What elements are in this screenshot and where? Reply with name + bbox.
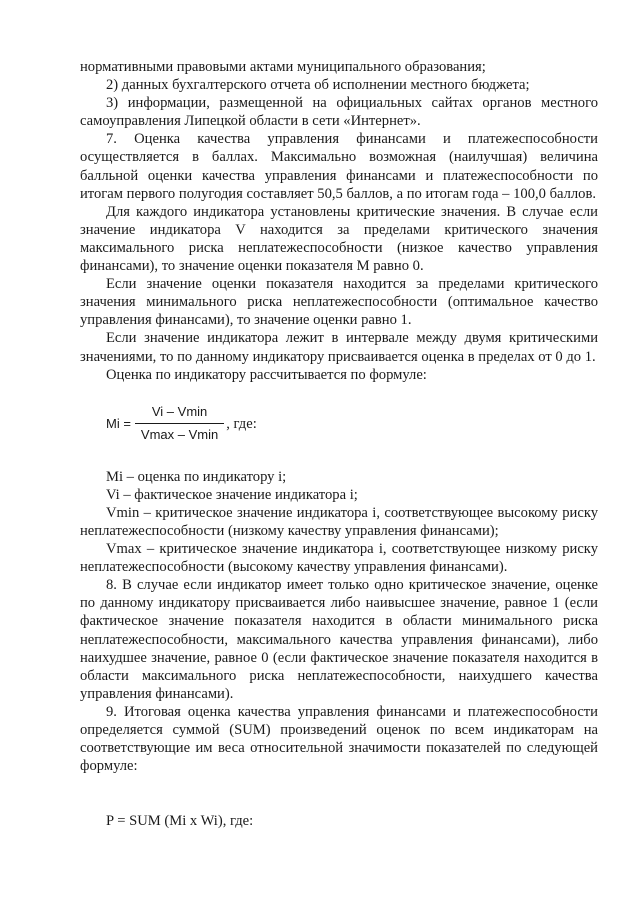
paragraph-min-risk: Если значение оценки показателя находится за пределами критического значения минимального риска неплатежеспособности (оптимальное качество управления финансами), то значение оценки равно 1. xyxy=(80,276,598,329)
formula-p: P = SUM (Mi x Wi), где: xyxy=(106,812,254,829)
formula-numerator: Vi – Vmin xyxy=(151,404,208,420)
paragraph-continuation: нормативными правовыми актами муниципального образования; xyxy=(80,59,486,75)
paragraph-critical-values: Для каждого индикатора установлены критические значения. В случае если значение индикатора V находится за пределами критического значения максимального риска неплатежеспособности (низкое качество управления финансами), то значение оценки показателя М равно 0. xyxy=(80,203,598,275)
definition-vmax: Vmax – критическое значение индикатора i, соответствующее низкому риску неплатежеспособности (высокому качеству управления финансами). xyxy=(80,541,598,576)
formula-lhs: Mi = xyxy=(106,415,131,431)
paragraph-9: 9. Итоговая оценка качества управления финансами и платежеспособности определяется суммой (SUM) произведений оценок по всем индикаторам на соответствующие им веса относительной значимости показателей по следующей формуле: xyxy=(80,703,598,775)
formula-mi xyxy=(106,402,598,446)
definition-mi: Mi – оценка по индикатору i; xyxy=(106,468,287,485)
paragraph-8: 8. В случае если индикатор имеет только одно критическое значение, оценке по данному индикатору присваивается либо наивысшее значение, равное 1 (если фактическое значение показателя находится в области минимального риска неплатежеспособности, максимального качества управления финансами), либо наихудшее значение, равное 0 (если фактическое значение показателя находится в области максимального риска неплатежеспособности, наихудшего качества управления финансами). xyxy=(80,577,598,702)
paragraph-7: 7. Оценка качества управления финансами и платежеспособности осуществляется в баллах. Максимально возможная (наилучшая) величина балльной оценки качества управления финансами и платежеспособности по итогам первого полугодия составляет 50,5 баллов, а по итогам года – 100,0 баллов. xyxy=(80,131,598,202)
paragraph-interval: Если значение индикатора лежит в интервале между двумя критическими значениями, то по данному индикатору присваивается оценка в пределах от 0 до 1. xyxy=(80,330,598,365)
formula-fraction xyxy=(135,403,224,444)
formula-denominator: Vmax – Vmin xyxy=(135,423,224,444)
formula-tail: , где: xyxy=(226,415,257,432)
list-item-2: 2) данных бухгалтерского отчета об исполнении местного бюджета; xyxy=(106,77,530,94)
definition-vi: Vi – фактическое значение индикатора i; xyxy=(106,486,358,503)
paragraph-formula-intro: Оценка по индикатору рассчитывается по формуле: xyxy=(106,366,427,383)
definition-vmin: Vmin – критическое значение индикатора i, соответствующее высокому риску неплатежеспособности (низкому качеству управления финансами); xyxy=(80,504,598,539)
list-item-3: 3) информации, размещенной на официальных сайтах органов местного самоуправления Липецкой области в сети «Интернет». xyxy=(80,95,598,130)
